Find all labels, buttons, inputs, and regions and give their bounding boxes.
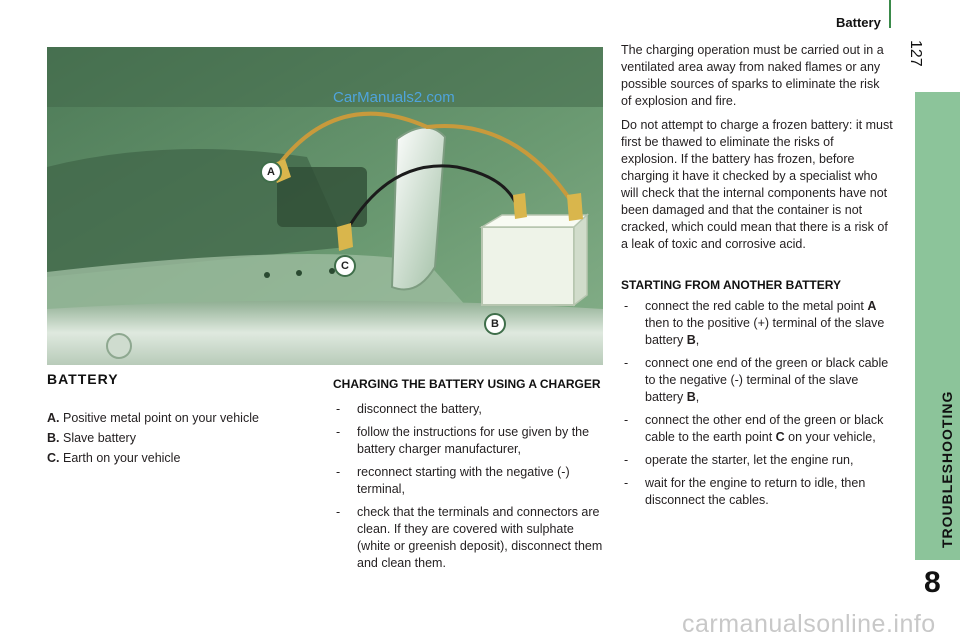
marker-b: B [484, 313, 506, 335]
section-title-starting: STARTING FROM ANOTHER BATTERY [621, 278, 841, 292]
step-ref: A [867, 299, 877, 313]
step-ref: B [686, 390, 696, 404]
legend-text: Slave battery [62, 431, 136, 445]
paragraph-ventilation: The charging operation must be carried out in a ventilated area away from naked flames or any possible sources of sparks to eliminate the risk of explosion and fire. [621, 43, 884, 108]
right-column [621, 42, 893, 515]
legend-key: C. [47, 451, 60, 465]
page-number: 127 [907, 40, 924, 67]
footer-watermark: carmanualsonline.info [682, 610, 936, 638]
step-text: connect one end of the green or black cable to the negative (-) terminal of the slave battery [645, 356, 889, 404]
charging-steps [333, 401, 605, 572]
section-title-charging: CHARGING THE BATTERY USING A CHARGER [333, 377, 601, 391]
step-text: connect the red cable to the metal point [645, 299, 868, 313]
engine-bay-drawing [47, 47, 603, 365]
marker-c: C [334, 255, 356, 277]
battery-legend [47, 408, 317, 468]
chapter-number: 8 [924, 566, 941, 599]
list-item: - disconnect the battery, [333, 401, 605, 418]
starting-steps [621, 298, 893, 509]
step-ref: B [686, 333, 696, 347]
chapter-tab-label: TROUBLESHOOTING [939, 390, 955, 548]
battery-illustration [47, 47, 603, 365]
step-ref: C [775, 430, 785, 444]
section-title-battery: BATTERY [47, 371, 119, 387]
legend-text: Earth on your vehicle [62, 451, 181, 465]
list-item: - follow the instructions for use given by the battery charger manufacturer, [333, 424, 605, 458]
legend-item [47, 428, 317, 448]
marker-a: A [260, 161, 282, 183]
header-divider [889, 0, 891, 28]
legend-key: A. [47, 411, 60, 425]
paragraph-frozen-battery: Do not attempt to charge a frozen battery: it must first be thawed to eliminate the risks of explosion. If the battery has frozen, before charging it have it checked by a specialist who will check that the internal components have not been damaged and that the container is not cracked, which could mean that there is a risk of a leak of toxic and corrosive acid. [621, 118, 893, 251]
header-title: Battery [836, 15, 881, 30]
list-item [621, 412, 893, 446]
legend-text: Positive metal point on your vehicle [62, 411, 259, 425]
list-item: - check that the terminals and connectors are clean. If they are covered with sulphate (white or greenish deposit), disconnect them and clean them. [333, 504, 605, 572]
legend-key: B. [47, 431, 60, 445]
step-text: then to the positive (+) terminal of the slave battery [645, 316, 885, 347]
list-item [621, 298, 893, 349]
legend-item [47, 448, 317, 468]
list-item: - reconnect starting with the negative (-) terminal, [333, 464, 605, 498]
photo-watermark: CarManuals2.com [333, 89, 455, 106]
step-text: on your vehicle, [784, 430, 876, 444]
step-text: connect the other end of the green or black cable to the earth point [645, 413, 884, 444]
list-item: - operate the starter, let the engine run, [621, 452, 893, 469]
step-text: , [695, 333, 700, 347]
step-text: , [695, 390, 700, 404]
list-item: - wait for the engine to return to idle, then disconnect the cables. [621, 475, 893, 509]
charging-section [333, 378, 605, 578]
legend-item [47, 408, 317, 428]
list-item [621, 355, 893, 406]
